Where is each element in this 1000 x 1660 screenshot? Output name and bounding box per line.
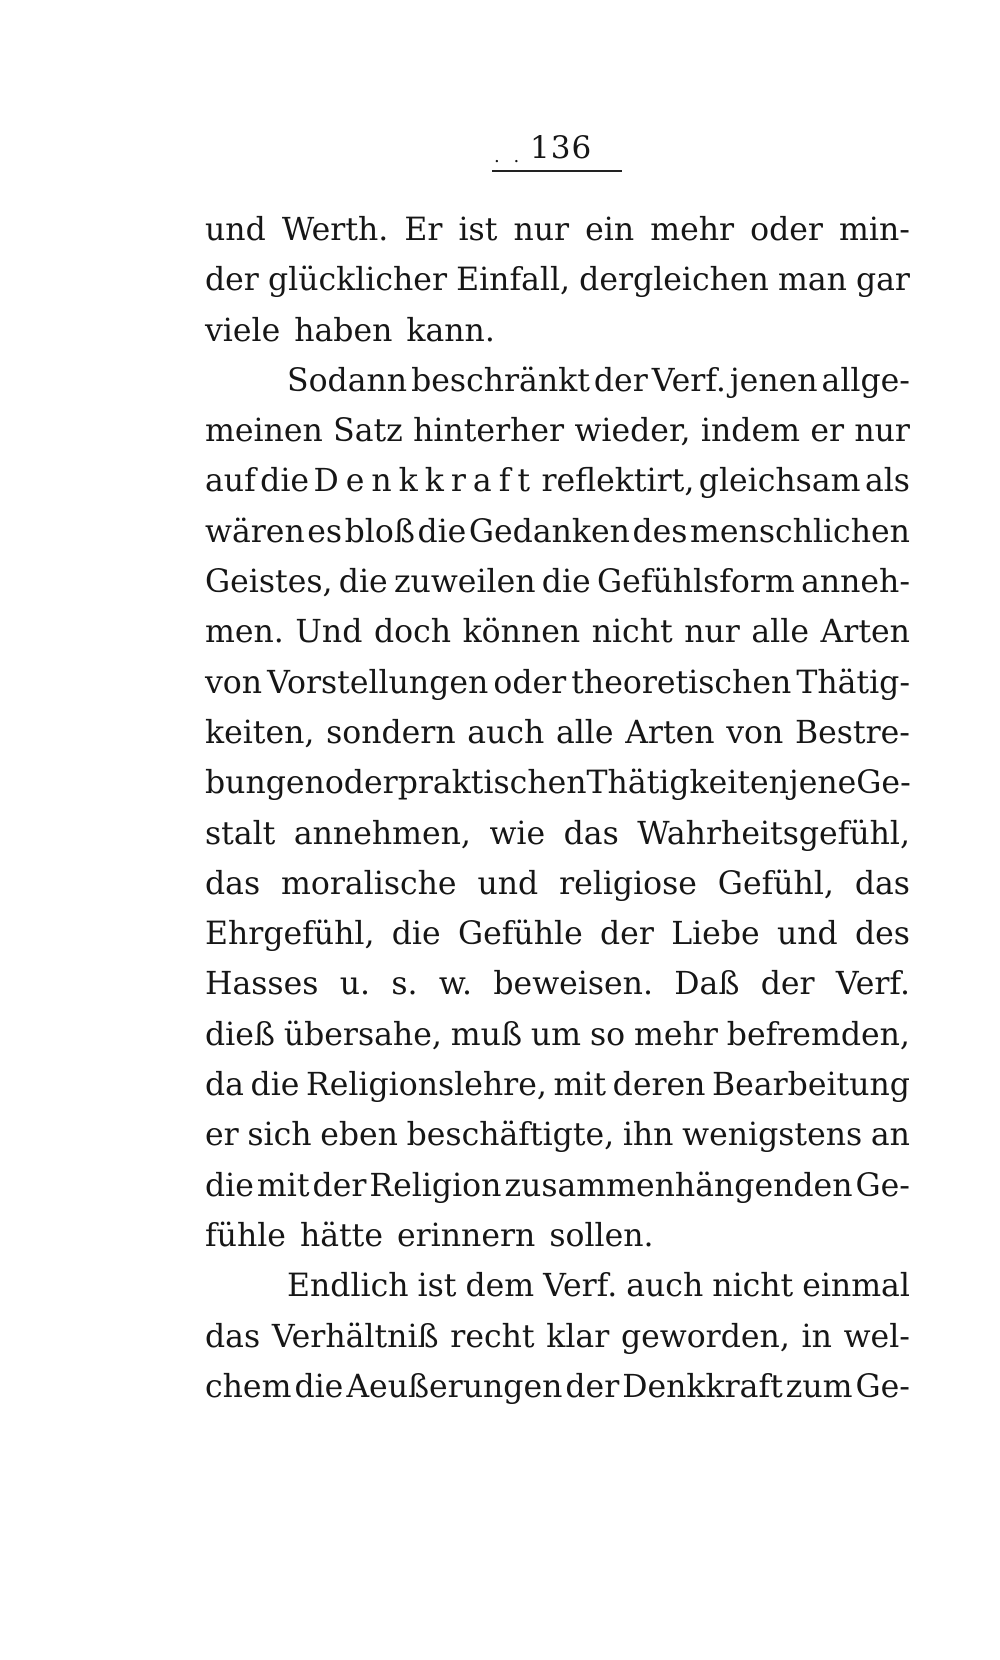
word: w. xyxy=(438,966,473,1003)
word: so xyxy=(589,1016,626,1053)
text-line xyxy=(205,1312,910,1362)
text-line xyxy=(205,456,910,506)
word: von xyxy=(726,714,784,751)
text-line xyxy=(205,708,910,758)
word: mehr xyxy=(634,1016,718,1053)
word: ein xyxy=(585,212,635,248)
text-line xyxy=(205,557,910,607)
word: Thätigkeiten xyxy=(586,765,789,802)
word: und xyxy=(205,212,266,248)
word: können xyxy=(462,614,581,651)
word: Verf. xyxy=(835,966,910,1003)
word: wären xyxy=(205,513,305,550)
word: an xyxy=(870,1117,910,1154)
word: ihn xyxy=(622,1117,674,1154)
word: Liebe xyxy=(671,916,760,953)
word: Verf. xyxy=(651,362,726,399)
word: jene xyxy=(788,765,857,802)
word: die xyxy=(250,1067,300,1104)
word: mit xyxy=(256,1167,310,1204)
word: die xyxy=(294,1368,344,1405)
word: geworden, xyxy=(620,1318,790,1355)
word: kann. xyxy=(406,312,495,349)
word: wie xyxy=(489,815,546,852)
word: min- xyxy=(839,212,910,248)
word: der xyxy=(760,966,815,1003)
page-header xyxy=(480,126,630,176)
word: Sodann xyxy=(287,362,408,399)
word: Bearbeitung xyxy=(712,1067,910,1104)
word: alle xyxy=(555,714,614,751)
word: der xyxy=(205,262,259,299)
word: der xyxy=(565,1368,620,1405)
word: auch xyxy=(467,714,545,751)
word: die xyxy=(260,463,310,500)
body-text xyxy=(205,205,910,1412)
word: die xyxy=(541,564,591,601)
word: dieß xyxy=(205,1016,275,1053)
word: jenen xyxy=(729,362,818,399)
word: Gedanken xyxy=(468,513,630,550)
word: Geistes, xyxy=(205,564,333,601)
word: doch xyxy=(373,614,451,651)
word: nur xyxy=(684,614,740,651)
word: da xyxy=(205,1067,244,1104)
text-line xyxy=(205,205,910,255)
word: men. xyxy=(205,614,284,651)
page-number: 136 xyxy=(530,130,593,166)
word: recht xyxy=(450,1318,535,1355)
word: Satz xyxy=(333,413,403,450)
word: ist xyxy=(458,212,498,248)
word: Ge- xyxy=(855,1167,910,1204)
word: Aeußerungen xyxy=(346,1368,563,1405)
text-line xyxy=(205,1261,910,1311)
word: die xyxy=(205,1167,254,1204)
word: anneh- xyxy=(801,564,910,601)
word: zusammenhängenden xyxy=(504,1167,853,1204)
word: das xyxy=(563,815,619,852)
word: die xyxy=(391,916,441,953)
word: und xyxy=(477,865,539,902)
word: reflektirt, xyxy=(541,463,695,500)
word: in xyxy=(801,1318,832,1355)
word: Arten xyxy=(820,614,910,651)
word: Religionslehre, xyxy=(306,1067,547,1104)
word: Verf. xyxy=(543,1268,618,1305)
word: beschäftigte, xyxy=(406,1117,615,1154)
word: sich xyxy=(247,1117,312,1154)
word: übersahe, xyxy=(283,1016,442,1053)
word: Wahrheitsgefühl, xyxy=(637,815,910,852)
word: er xyxy=(205,1117,239,1154)
text-line xyxy=(205,758,910,808)
word: das xyxy=(205,865,261,902)
text-line xyxy=(205,406,910,456)
word: meinen xyxy=(205,413,323,450)
text-line xyxy=(205,959,910,1009)
word: die xyxy=(338,564,388,601)
word: religiose xyxy=(559,865,697,902)
text-line xyxy=(205,255,910,305)
word: nur xyxy=(513,212,570,248)
word: u. xyxy=(339,966,371,1003)
word: Bestre- xyxy=(794,714,910,751)
word: des xyxy=(632,513,688,550)
header-dots: . . xyxy=(494,146,524,167)
word: das xyxy=(205,1318,261,1355)
text-line xyxy=(205,1110,910,1160)
word: eben xyxy=(320,1117,398,1154)
word: Ehrgefühl, xyxy=(205,916,375,953)
word: auf xyxy=(205,463,256,500)
word: der xyxy=(593,362,648,399)
word: Verhältniß xyxy=(271,1318,439,1355)
text-line xyxy=(205,909,910,959)
word: mehr xyxy=(650,212,735,248)
word: Denkkraft xyxy=(313,463,538,500)
word: bungen xyxy=(205,765,325,802)
word: wel- xyxy=(843,1318,910,1355)
word: das xyxy=(854,865,910,902)
word: moralische xyxy=(281,865,457,902)
word: alle xyxy=(751,614,809,651)
word: menschlichen xyxy=(690,513,910,550)
word: annehmen, xyxy=(293,815,471,852)
word: praktischen xyxy=(397,765,587,802)
word: Vorstellungen xyxy=(267,664,489,701)
word: Ge- xyxy=(856,765,911,802)
word: allge- xyxy=(821,362,910,399)
word: keiten, xyxy=(205,714,315,751)
word: Ge- xyxy=(855,1368,910,1405)
word: Er xyxy=(404,212,443,248)
word: beweisen. xyxy=(493,966,653,1003)
word: beschränkt xyxy=(411,362,590,399)
word: erinnern xyxy=(396,1217,536,1254)
word: Endlich xyxy=(287,1268,409,1305)
word: hätte xyxy=(299,1217,383,1254)
word: wieder, xyxy=(574,413,691,450)
word: zuweilen xyxy=(393,564,536,601)
word: klar xyxy=(546,1318,610,1355)
word: muß xyxy=(450,1016,522,1053)
word: sollen. xyxy=(549,1217,654,1254)
word: deren xyxy=(612,1067,706,1104)
word: es xyxy=(307,513,343,550)
word: nicht xyxy=(591,614,673,651)
word: der xyxy=(312,1167,367,1204)
word: Hasses xyxy=(205,966,319,1003)
word: einmal xyxy=(802,1268,910,1305)
word: oder xyxy=(493,664,567,701)
word: stalt xyxy=(205,815,276,852)
word: Denkkraft xyxy=(622,1368,783,1405)
word: die xyxy=(417,513,467,550)
word: chem xyxy=(205,1368,292,1405)
word: als xyxy=(864,463,910,500)
word: des xyxy=(854,916,910,953)
word: Gefühlsform xyxy=(596,564,795,601)
word: haben xyxy=(294,312,393,349)
word: ist xyxy=(417,1268,457,1305)
word: Religion xyxy=(369,1167,502,1204)
word: bloß xyxy=(344,513,415,550)
word: Gefühle xyxy=(457,916,583,953)
word: gleichsam xyxy=(698,463,861,500)
word: dem xyxy=(465,1268,535,1305)
word: gar xyxy=(855,262,910,299)
text-line xyxy=(205,809,910,859)
word: Und xyxy=(295,614,363,651)
word: oder xyxy=(750,212,823,248)
word: Daß xyxy=(674,966,740,1003)
word: Einfall, xyxy=(456,262,571,299)
text-line xyxy=(205,1362,910,1412)
text-line xyxy=(205,859,910,909)
word: viele xyxy=(205,312,281,349)
word: um xyxy=(530,1016,582,1053)
word: nur xyxy=(854,413,910,450)
word: befremden, xyxy=(726,1016,910,1053)
text-line xyxy=(205,1211,910,1261)
word: er xyxy=(810,413,845,450)
word: mit xyxy=(553,1067,607,1104)
word: hinterher xyxy=(413,413,565,450)
text-line xyxy=(205,1010,910,1060)
word: Arten xyxy=(625,714,715,751)
word: s. xyxy=(391,966,418,1003)
text-line xyxy=(205,306,910,356)
word: der xyxy=(600,916,654,953)
text-line xyxy=(205,356,910,406)
word: Gefühl, xyxy=(717,865,834,902)
word: und xyxy=(776,916,838,953)
word: glücklicher xyxy=(267,262,448,299)
word: wenigstens xyxy=(682,1117,863,1154)
text-line xyxy=(205,1161,910,1211)
word: dergleichen xyxy=(579,262,769,299)
text-line xyxy=(205,658,910,708)
word: zum xyxy=(785,1368,853,1405)
header-rule xyxy=(492,170,622,172)
word: sondern xyxy=(326,714,456,751)
word: Werth. xyxy=(281,212,389,248)
word: fühle xyxy=(205,1217,286,1254)
text-line xyxy=(205,507,910,557)
word: Thätig- xyxy=(796,664,910,701)
word: nicht xyxy=(712,1268,794,1305)
text-line xyxy=(205,607,910,657)
word: oder xyxy=(324,765,398,802)
text-line xyxy=(205,1060,910,1110)
word: von xyxy=(205,664,263,701)
word: auch xyxy=(626,1268,704,1305)
word: indem xyxy=(700,413,800,450)
word: theoretischen xyxy=(571,664,792,701)
word: man xyxy=(777,262,847,299)
